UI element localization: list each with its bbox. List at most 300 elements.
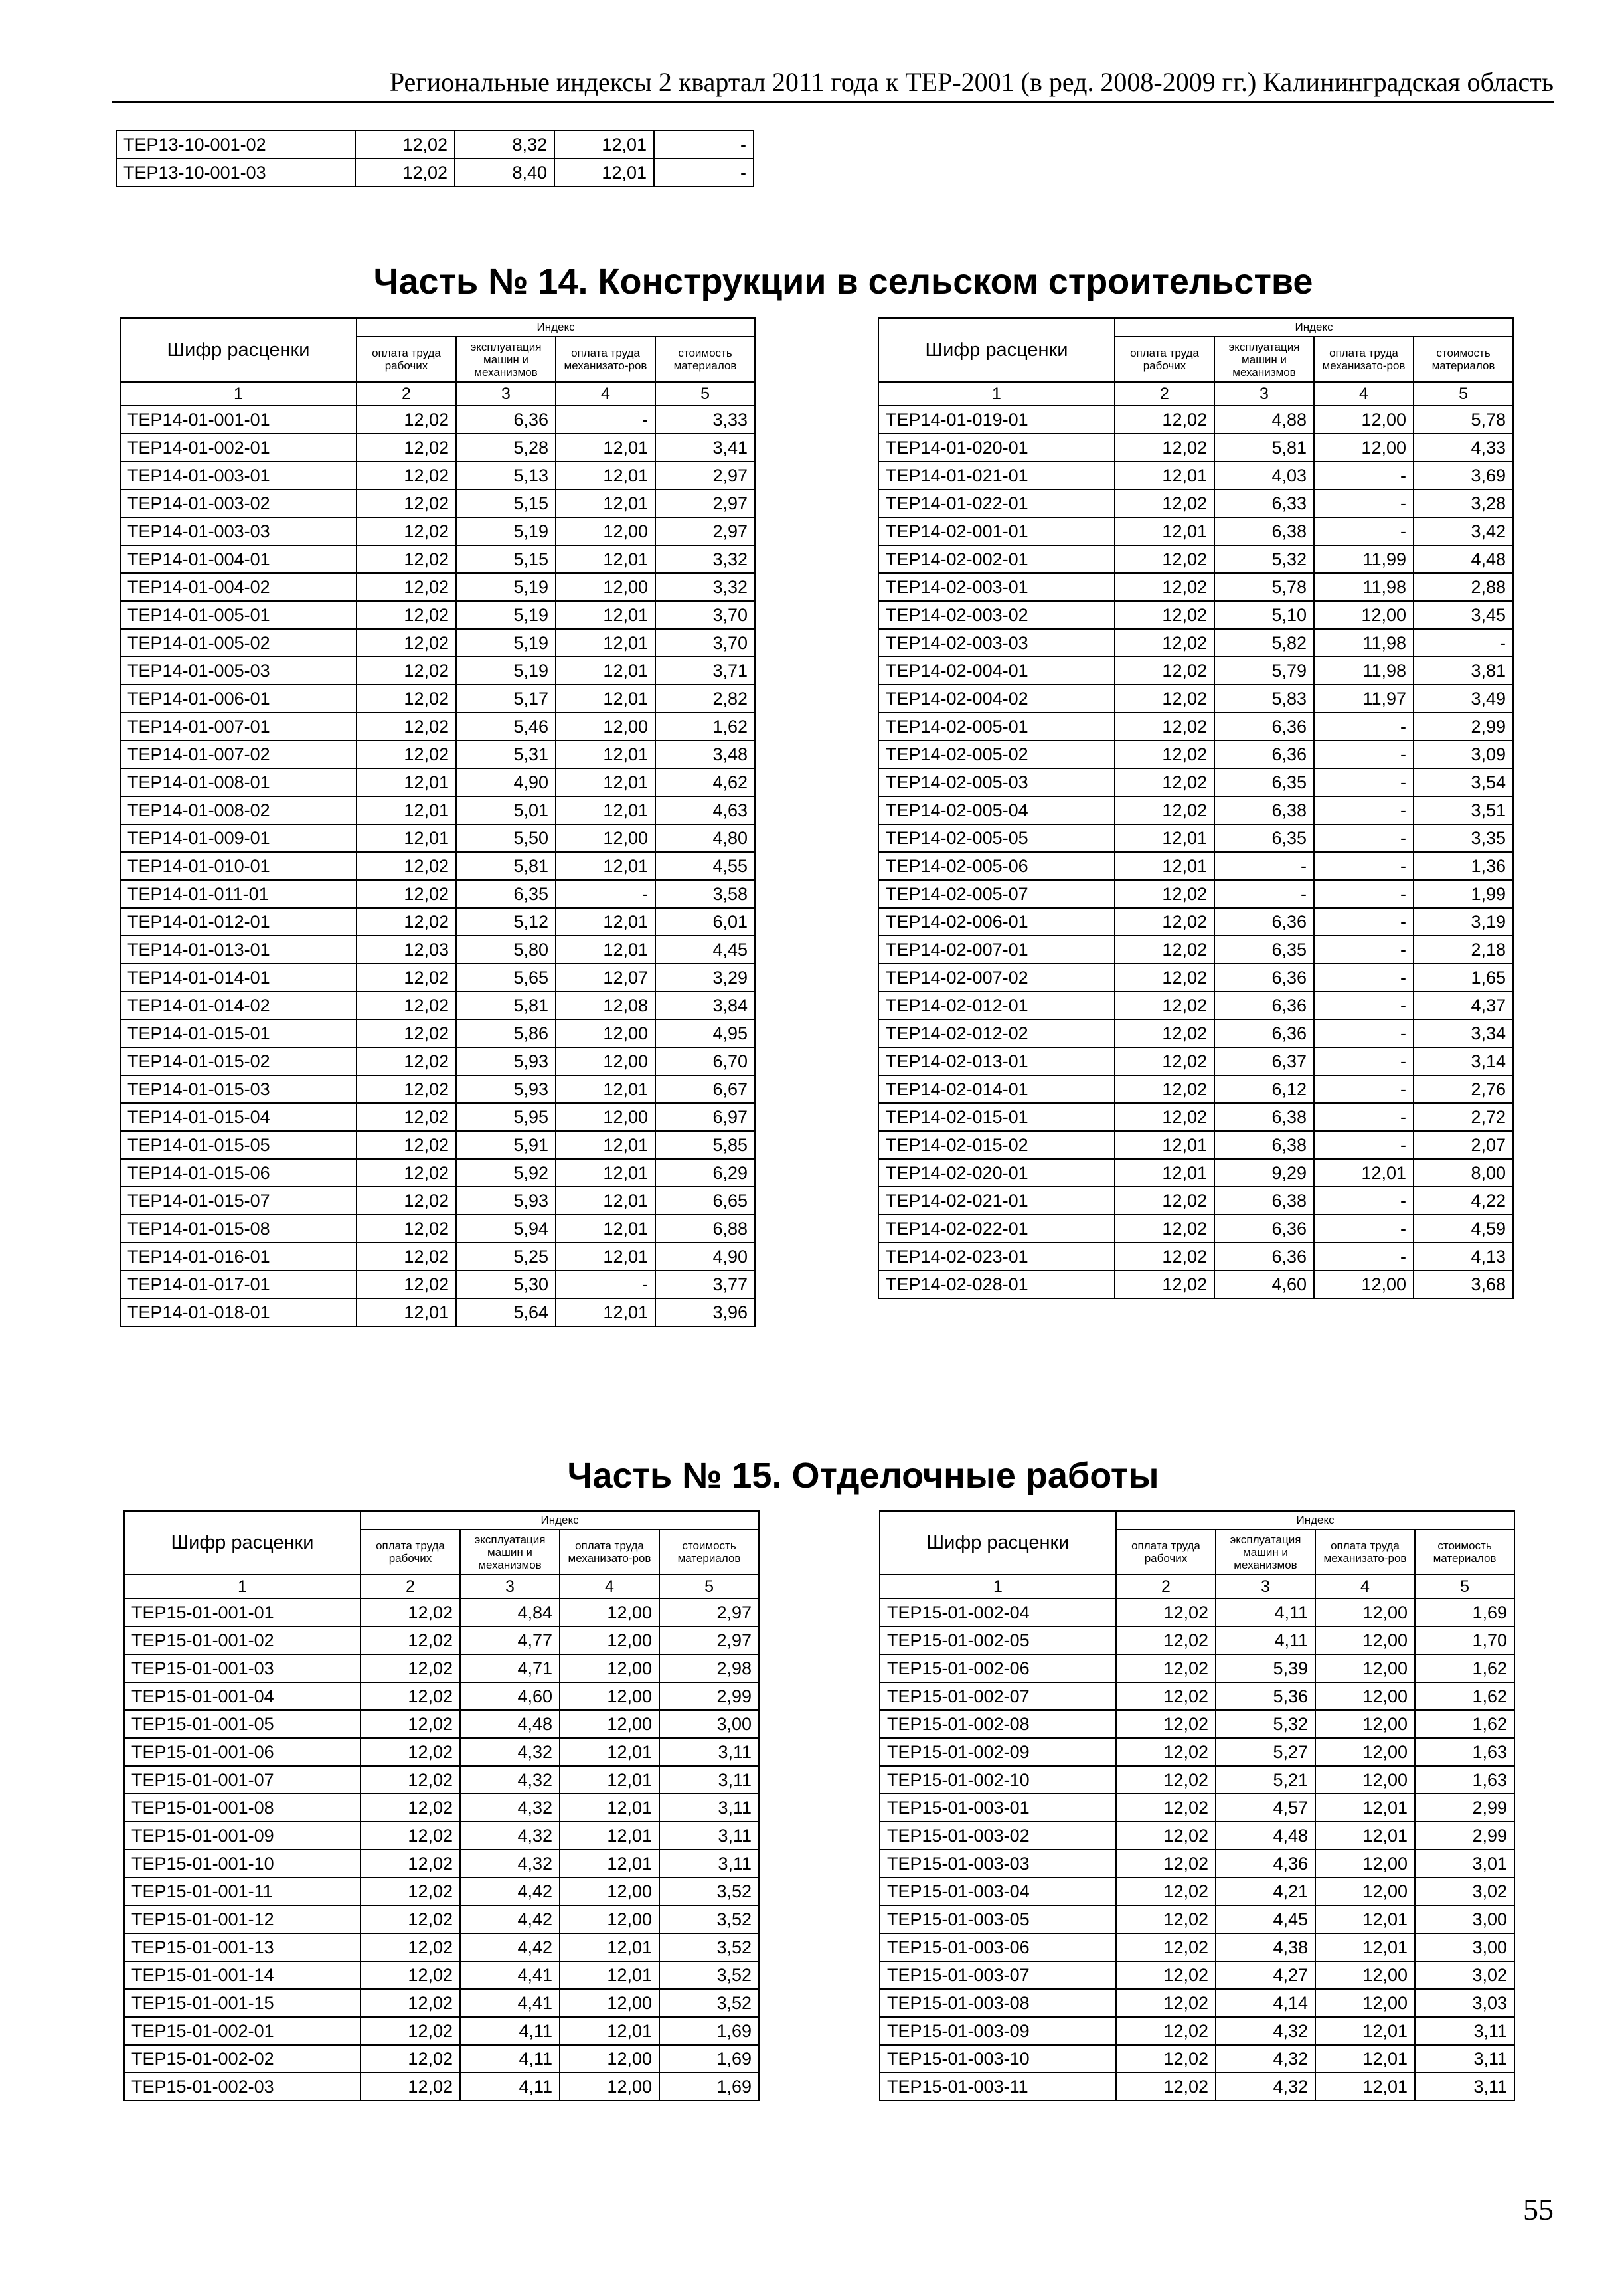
cell-value: 6,88 [655, 1215, 755, 1243]
table-row [878, 685, 1513, 713]
cell-value: 12,01 [556, 1075, 655, 1103]
cell-value: 2,98 [659, 1654, 759, 1682]
cell-value: - [1314, 1019, 1414, 1047]
cell-value: 12,02 [1115, 657, 1214, 685]
cell-value: 12,02 [357, 517, 456, 545]
cell-code: ТЕР14-01-007-01 [120, 713, 357, 741]
cell-value: 4,32 [460, 1822, 560, 1850]
cell-value: - [1314, 964, 1414, 992]
table-row [116, 159, 754, 187]
cell-code: ТЕР14-01-019-01 [878, 406, 1115, 434]
table-row [878, 517, 1513, 545]
cell-value: 5,12 [456, 908, 556, 936]
section-14-right-table [878, 317, 1514, 1299]
cell-value: 3,51 [1414, 796, 1513, 824]
cell-value: - [1314, 1243, 1414, 1270]
cell-value: 1,70 [1415, 1626, 1514, 1654]
table-row [880, 1878, 1514, 1905]
cell-value: 6,36 [1214, 713, 1314, 741]
cell-value: 5,93 [456, 1075, 556, 1103]
cell-value: 3,52 [659, 1933, 759, 1961]
cell-value: 1,62 [655, 713, 755, 741]
table-row [124, 2017, 759, 2045]
table-row [120, 462, 755, 489]
cell-value: 4,32 [460, 1738, 560, 1766]
cell-code: ТЕР13-10-001-03 [116, 159, 355, 187]
table-row [124, 1794, 759, 1822]
cell-code: ТЕР14-01-005-01 [120, 601, 357, 629]
header-col-number: 5 [1414, 382, 1513, 406]
cell-value: 12,00 [560, 1905, 659, 1933]
cell-value: 5,36 [1216, 1682, 1315, 1710]
cell-value: 12,01 [560, 1822, 659, 1850]
table-row [120, 1047, 755, 1075]
header-col-number: 1 [120, 382, 357, 406]
cell-value: 12,01 [1315, 2073, 1415, 2101]
cell-code: ТЕР14-02-004-01 [878, 657, 1115, 685]
cell-value: 2,99 [1415, 1794, 1514, 1822]
cell-value: 12,01 [1115, 517, 1214, 545]
cell-value: 12,01 [556, 1159, 655, 1187]
section-14-left-table [120, 317, 756, 1327]
cell-code: ТЕР15-01-002-10 [880, 1766, 1116, 1794]
table-row [120, 1019, 755, 1047]
cell-value: 2,82 [655, 685, 755, 713]
cell-code: ТЕР14-01-004-02 [120, 573, 357, 601]
table-row [120, 434, 755, 462]
cell-code: ТЕР15-01-001-09 [124, 1822, 361, 1850]
table-row [878, 1159, 1513, 1187]
header-index: Индекс [361, 1511, 759, 1530]
cell-value: 12,02 [357, 489, 456, 517]
top-table [116, 130, 754, 187]
table-row [120, 824, 755, 852]
cell-value: 4,88 [1214, 406, 1314, 434]
cell-value: 12,02 [357, 601, 456, 629]
cell-code: ТЕР14-01-002-01 [120, 434, 357, 462]
cell-value: 12,00 [556, 1019, 655, 1047]
table-row [120, 406, 755, 434]
cell-code: ТЕР14-01-015-01 [120, 1019, 357, 1047]
cell-code: ТЕР14-01-015-02 [120, 1047, 357, 1075]
cell-value: 4,36 [1216, 1850, 1315, 1878]
cell-value: 1,99 [1414, 880, 1513, 908]
header-code: Шифр расценки [878, 318, 1115, 382]
cell-code: ТЕР14-01-005-03 [120, 657, 357, 685]
cell-value: 12,02 [357, 1187, 456, 1215]
cell-code: ТЕР14-02-006-01 [878, 908, 1115, 936]
header-index: Индекс [1116, 1511, 1514, 1530]
table-row [880, 1599, 1514, 1626]
cell-value: 12,02 [357, 657, 456, 685]
cell-value: 12,01 [556, 629, 655, 657]
table-row [878, 880, 1513, 908]
cell-value: 12,00 [1315, 1961, 1415, 1989]
cell-value: 3,11 [659, 1794, 759, 1822]
header-operators: оплата труда механизато-ров [1314, 337, 1414, 382]
cell-value: 5,01 [456, 796, 556, 824]
table-row [120, 1187, 755, 1215]
cell-value: 12,02 [361, 1682, 460, 1710]
table-row [124, 1599, 759, 1626]
cell-value: 4,14 [1216, 1989, 1315, 2017]
cell-value: - [1314, 517, 1414, 545]
cell-value: 3,19 [1414, 908, 1513, 936]
table-row [878, 1047, 1513, 1075]
cell-value: 12,02 [361, 1878, 460, 1905]
cell-value: 6,33 [1214, 489, 1314, 517]
cell-value: 12,01 [1115, 1131, 1214, 1159]
cell-value: 12,02 [1116, 2045, 1216, 2073]
cell-value: 12,01 [357, 796, 456, 824]
cell-value: 4,48 [1216, 1822, 1315, 1850]
cell-value: 4,57 [1216, 1794, 1315, 1822]
cell-value: - [1214, 852, 1314, 880]
table-row [120, 1270, 755, 1298]
table-row [880, 1961, 1514, 1989]
page-header: Региональные индексы 2 квартал 2011 года к ТЕР-2001 (в ред. 2008-2009 гг.) Калининградская область [389, 67, 1554, 97]
cell-value: 12,00 [560, 1626, 659, 1654]
cell-value: 12,02 [1115, 1187, 1214, 1215]
cell-value: 12,02 [1115, 489, 1214, 517]
table-row [878, 1075, 1513, 1103]
cell-value: 3,02 [1415, 1878, 1514, 1905]
header-rule [112, 101, 1554, 103]
cell-value: 12,02 [1115, 573, 1214, 601]
table-row [120, 992, 755, 1019]
cell-value: 12,01 [556, 462, 655, 489]
cell-code: ТЕР15-01-002-01 [124, 2017, 361, 2045]
cell-value: 12,02 [357, 1270, 456, 1298]
header-col-number: 2 [361, 1575, 460, 1599]
table-row [120, 908, 755, 936]
cell-value: 9,29 [1214, 1159, 1314, 1187]
table-row [124, 1710, 759, 1738]
cell-value: - [1314, 1131, 1414, 1159]
table-row [880, 1654, 1514, 1682]
table-row [120, 545, 755, 573]
cell-code: ТЕР15-01-003-04 [880, 1878, 1116, 1905]
cell-value: 12,02 [355, 131, 455, 159]
table-row [878, 462, 1513, 489]
cell-value: 12,00 [1315, 1989, 1415, 2017]
cell-value: 6,38 [1214, 1187, 1314, 1215]
cell-value: 12,01 [556, 741, 655, 768]
cell-value: 4,41 [460, 1989, 560, 2017]
cell-value: 4,48 [1414, 545, 1513, 573]
cell-value: 12,02 [357, 713, 456, 741]
cell-value: 12,02 [1115, 936, 1214, 964]
cell-value: - [1314, 741, 1414, 768]
cell-code: ТЕР14-02-020-01 [878, 1159, 1115, 1187]
cell-value: 12,02 [361, 2045, 460, 2073]
cell-value: 5,86 [456, 1019, 556, 1047]
cell-value: 5,28 [456, 434, 556, 462]
cell-code: ТЕР14-01-014-02 [120, 992, 357, 1019]
table-row [120, 601, 755, 629]
header-col-number: 2 [1115, 382, 1214, 406]
table-row [878, 406, 1513, 434]
header-col-number: 3 [456, 382, 556, 406]
cell-value: 12,00 [1314, 406, 1414, 434]
cell-value: 12,02 [1115, 880, 1214, 908]
table-row [124, 1738, 759, 1766]
cell-value: 3,54 [1414, 768, 1513, 796]
cell-value: 3,84 [655, 992, 755, 1019]
cell-value: 12,02 [357, 573, 456, 601]
cell-code: ТЕР14-01-009-01 [120, 824, 357, 852]
cell-value: 3,11 [1415, 2073, 1514, 2101]
cell-value: 3,03 [1415, 1989, 1514, 2017]
cell-value: 4,27 [1216, 1961, 1315, 1989]
cell-value: 12,01 [556, 852, 655, 880]
cell-value: 12,00 [560, 1654, 659, 1682]
cell-code: ТЕР14-01-007-02 [120, 741, 357, 768]
cell-value: 12,01 [1115, 462, 1214, 489]
cell-value: 5,19 [456, 601, 556, 629]
cell-value: - [1314, 768, 1414, 796]
cell-value: 12,02 [1116, 1599, 1216, 1626]
table-row [120, 1159, 755, 1187]
cell-value: 12,02 [1116, 1682, 1216, 1710]
cell-value: 4,45 [1216, 1905, 1315, 1933]
cell-value: 12,02 [357, 629, 456, 657]
cell-value: 12,02 [361, 1822, 460, 1850]
cell-value: 6,36 [1214, 1243, 1314, 1270]
table-row [116, 131, 754, 159]
cell-value: 4,37 [1414, 992, 1513, 1019]
cell-value: 6,38 [1214, 517, 1314, 545]
cell-value: 12,02 [1115, 545, 1214, 573]
cell-value: 4,48 [460, 1710, 560, 1738]
table-row [878, 852, 1513, 880]
cell-value: 1,63 [1415, 1738, 1514, 1766]
cell-code: ТЕР14-01-008-02 [120, 796, 357, 824]
cell-code: ТЕР14-01-003-02 [120, 489, 357, 517]
cell-code: ТЕР14-01-015-04 [120, 1103, 357, 1131]
cell-code: ТЕР14-01-015-08 [120, 1215, 357, 1243]
cell-code: ТЕР14-02-023-01 [878, 1243, 1115, 1270]
header-labor: оплата труда рабочих [1115, 337, 1214, 382]
cell-value: 5,10 [1214, 601, 1314, 629]
table-row [880, 1682, 1514, 1710]
cell-value: 4,77 [460, 1626, 560, 1654]
cell-value: 5,19 [456, 629, 556, 657]
table-row [878, 936, 1513, 964]
cell-value: 4,45 [655, 936, 755, 964]
cell-value: 12,00 [1315, 1682, 1415, 1710]
cell-value: 12,01 [554, 131, 654, 159]
cell-code: ТЕР15-01-002-07 [880, 1682, 1116, 1710]
cell-value: 5,93 [456, 1047, 556, 1075]
cell-value: 3,00 [1415, 1933, 1514, 1961]
cell-code: ТЕР14-02-002-01 [878, 545, 1115, 573]
cell-value: - [556, 880, 655, 908]
table-row [878, 713, 1513, 741]
cell-value: - [1314, 880, 1414, 908]
table-row [878, 573, 1513, 601]
cell-value: 12,00 [1314, 1270, 1414, 1298]
cell-value: 12,02 [357, 406, 456, 434]
cell-code: ТЕР15-01-003-02 [880, 1822, 1116, 1850]
cell-value: 6,29 [655, 1159, 755, 1187]
table-row [880, 1738, 1514, 1766]
cell-value: 2,97 [655, 517, 755, 545]
cell-value: 12,02 [1115, 1019, 1214, 1047]
header-labor: оплата труда рабочих [357, 337, 456, 382]
cell-value: 5,91 [456, 1131, 556, 1159]
cell-value: 12,02 [1115, 713, 1214, 741]
cell-value: 4,11 [1216, 1599, 1315, 1626]
cell-code: ТЕР14-02-012-02 [878, 1019, 1115, 1047]
table-row [880, 1794, 1514, 1822]
cell-code: ТЕР14-01-016-01 [120, 1243, 357, 1270]
table-row [124, 1766, 759, 1794]
cell-value: 12,02 [357, 1047, 456, 1075]
table-row [120, 964, 755, 992]
cell-value: 4,21 [1216, 1878, 1315, 1905]
header-code: Шифр расценки [880, 1511, 1116, 1575]
cell-value: 3,52 [659, 1905, 759, 1933]
header-machines: эксплуатация машин и механизмов [1216, 1530, 1315, 1575]
cell-value: 2,07 [1414, 1131, 1513, 1159]
cell-value: 12,02 [1115, 796, 1214, 824]
cell-value: 12,02 [357, 1131, 456, 1159]
table-row [120, 657, 755, 685]
cell-code: ТЕР14-01-021-01 [878, 462, 1115, 489]
cell-value: 5,85 [655, 1131, 755, 1159]
cell-value: 5,15 [456, 545, 556, 573]
cell-value: 12,00 [1315, 1710, 1415, 1738]
cell-code: ТЕР14-01-014-01 [120, 964, 357, 992]
header-col-number: 3 [1216, 1575, 1315, 1599]
table-row [120, 713, 755, 741]
cell-value: 12,00 [556, 573, 655, 601]
table-row [878, 1103, 1513, 1131]
cell-value: 4,42 [460, 1878, 560, 1905]
header-labor: оплата труда рабочих [361, 1530, 460, 1575]
cell-value: 12,01 [560, 1961, 659, 1989]
header-col-number: 5 [659, 1575, 759, 1599]
cell-value: 12,00 [556, 713, 655, 741]
cell-code: ТЕР15-01-003-09 [880, 2017, 1116, 2045]
cell-value: 3,32 [655, 573, 755, 601]
table-row [120, 517, 755, 545]
cell-value: 12,01 [556, 657, 655, 685]
cell-value: 3,52 [659, 1989, 759, 2017]
cell-value: 12,02 [357, 545, 456, 573]
header-materials: стоимость материалов [1414, 337, 1513, 382]
cell-value: 12,01 [556, 908, 655, 936]
cell-code: ТЕР15-01-001-01 [124, 1599, 361, 1626]
table-row [880, 1626, 1514, 1654]
cell-value: 4,63 [655, 796, 755, 824]
table-row [878, 1215, 1513, 1243]
cell-code: ТЕР15-01-002-04 [880, 1599, 1116, 1626]
cell-value: 12,01 [556, 1215, 655, 1243]
cell-code: ТЕР14-01-001-01 [120, 406, 357, 434]
cell-value: 12,02 [361, 2017, 460, 2045]
cell-value: 12,01 [357, 1298, 456, 1326]
table-row [124, 1654, 759, 1682]
table-row [124, 1933, 759, 1961]
cell-code: ТЕР15-01-002-05 [880, 1626, 1116, 1654]
table-row [124, 1905, 759, 1933]
cell-value: 3,49 [1414, 685, 1513, 713]
cell-code: ТЕР15-01-001-04 [124, 1682, 361, 1710]
cell-value: 12,02 [357, 741, 456, 768]
cell-code: ТЕР15-01-001-11 [124, 1878, 361, 1905]
cell-value: - [1314, 796, 1414, 824]
cell-value: 5,82 [1214, 629, 1314, 657]
cell-value: 12,02 [1116, 1654, 1216, 1682]
cell-value: 5,32 [1216, 1710, 1315, 1738]
cell-value: 3,11 [659, 1822, 759, 1850]
cell-value: 12,02 [1115, 964, 1214, 992]
cell-value: 3,45 [1414, 601, 1513, 629]
cell-value: 4,71 [460, 1654, 560, 1682]
cell-value: 4,11 [1216, 1626, 1315, 1654]
cell-value: 12,01 [556, 796, 655, 824]
header-col-number: 5 [655, 382, 755, 406]
cell-code: ТЕР14-01-004-01 [120, 545, 357, 573]
cell-code: ТЕР14-02-003-03 [878, 629, 1115, 657]
cell-value: 3,69 [1414, 462, 1513, 489]
cell-value: 12,01 [1315, 2045, 1415, 2073]
cell-value: 12,01 [556, 1131, 655, 1159]
cell-value: 6,37 [1214, 1047, 1314, 1075]
cell-value: 12,02 [361, 2073, 460, 2101]
header-index: Индекс [357, 318, 755, 337]
cell-value: 12,08 [556, 992, 655, 1019]
cell-value: 1,62 [1415, 1654, 1514, 1682]
cell-code: ТЕР14-01-022-01 [878, 489, 1115, 517]
table-row [878, 434, 1513, 462]
cell-value: 3,68 [1414, 1270, 1513, 1298]
header-col-number: 1 [878, 382, 1115, 406]
cell-value: 12,02 [355, 159, 455, 187]
table-row [120, 741, 755, 768]
cell-value: 12,02 [1115, 741, 1214, 768]
table-row [878, 1187, 1513, 1215]
cell-value: 12,01 [556, 936, 655, 964]
cell-value: 5,81 [456, 992, 556, 1019]
cell-code: ТЕР15-01-001-15 [124, 1989, 361, 2017]
cell-value: 11,97 [1314, 685, 1414, 713]
cell-value: 12,00 [560, 1989, 659, 2017]
cell-value: 6,36 [1214, 741, 1314, 768]
cell-value: 6,36 [1214, 1215, 1314, 1243]
table-row [120, 489, 755, 517]
cell-value: 12,00 [1315, 1850, 1415, 1878]
cell-value: 3,11 [659, 1738, 759, 1766]
table-row [120, 1243, 755, 1270]
table-row [124, 1850, 759, 1878]
cell-value: 12,02 [361, 1766, 460, 1794]
header-col-number: 1 [124, 1575, 361, 1599]
cell-value: 12,02 [357, 908, 456, 936]
cell-value: 12,02 [357, 1243, 456, 1270]
cell-value: 12,01 [1315, 2017, 1415, 2045]
cell-value: 5,25 [456, 1243, 556, 1270]
cell-value: - [1314, 1187, 1414, 1215]
cell-value: 12,02 [1116, 1766, 1216, 1794]
cell-value: 5,19 [456, 657, 556, 685]
header-col-number: 4 [560, 1575, 659, 1599]
table-row [120, 880, 755, 908]
cell-value: 12,01 [560, 1850, 659, 1878]
header-col-number: 2 [357, 382, 456, 406]
